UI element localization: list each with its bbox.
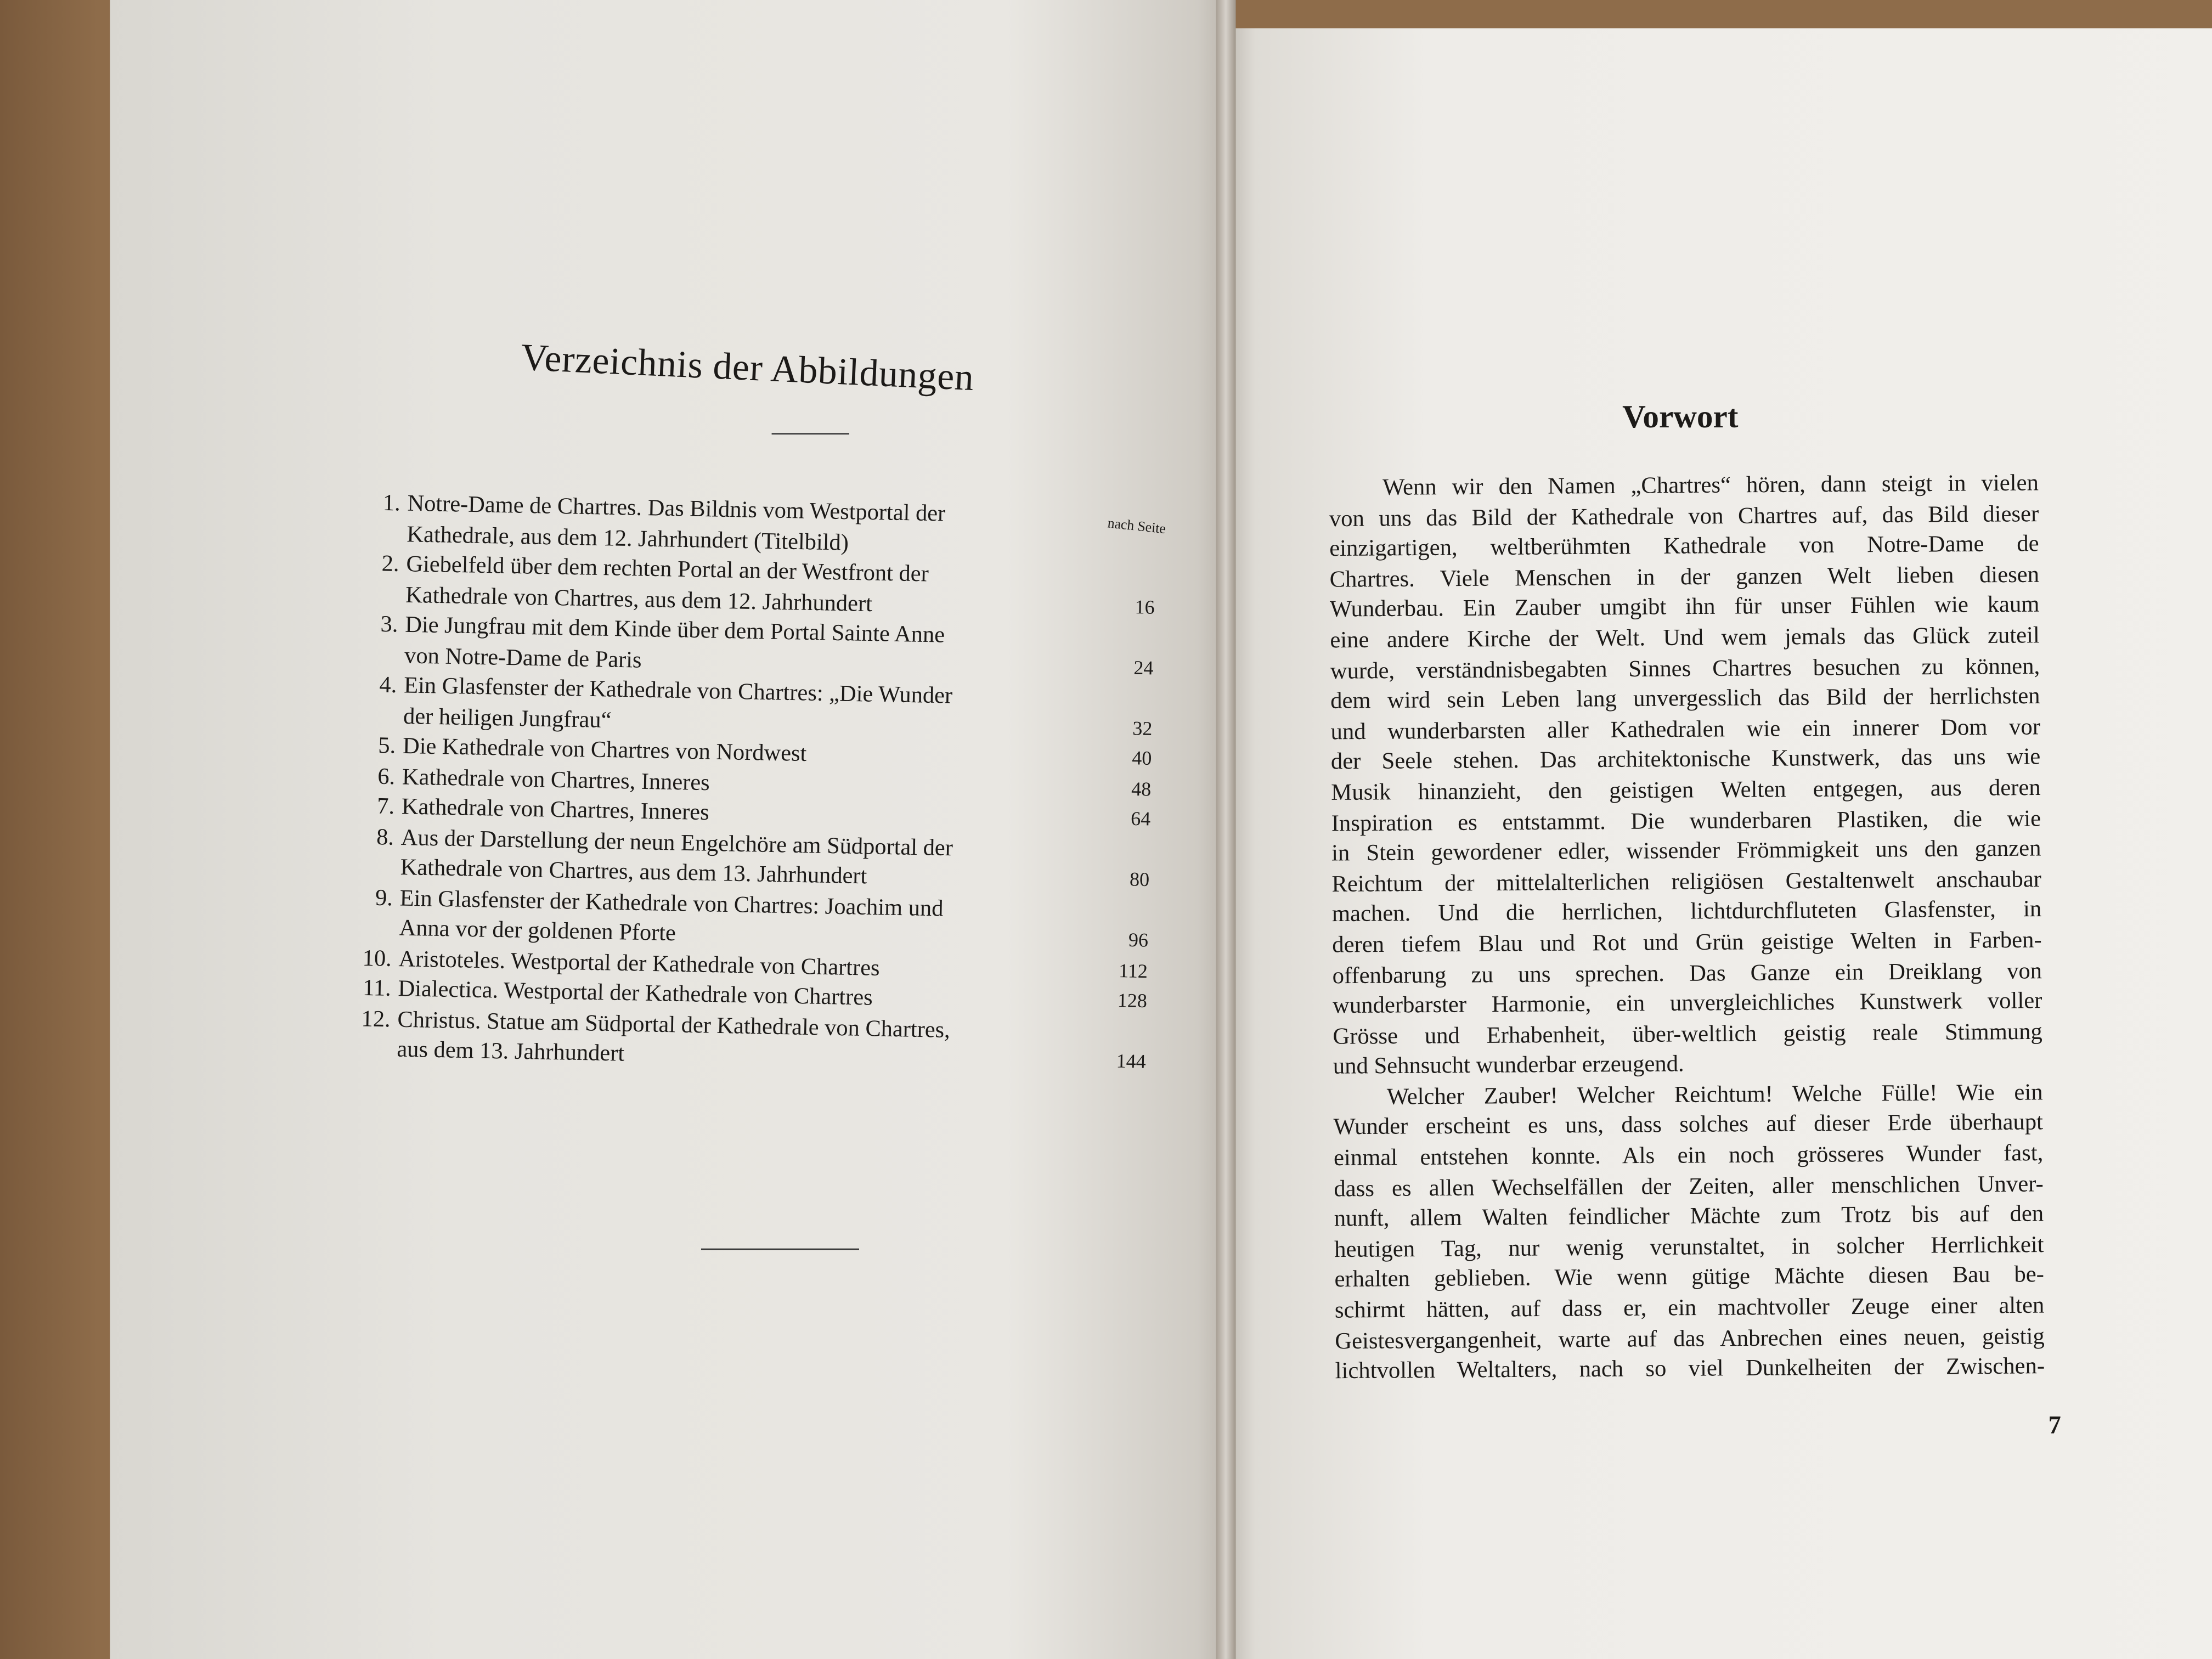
text-line: Wunderbau. Ein Zauber umgibt ihn für unser Fühlen wie kaum [1329,591,2040,623]
entry-page: 48 [1131,779,1152,801]
text-line: Geistesvergangenheit, warte auf das Anbrechen eines neuen, geistig [1335,1322,2045,1354]
page-title: Verzeichnis der Abbildungen [520,335,975,399]
entry-text: Kathedrale von Chartres, Inneres [401,792,710,826]
text-line: Musik hinanzieht, den geistigen Welten entgegen, aus deren [1331,774,2041,806]
entry-text: Kathedrale von Chartres, aus dem 13. Jahrhundert [400,853,867,889]
text-line: einmal entstehen konnte. Als ein noch grösseres Wunder fast, [1333,1139,2044,1171]
entry-number: 1. [382,489,401,516]
entry-text: Dialectica. Westportal der Kathedrale von Chartres [398,974,873,1011]
text-line: lichtvollen Weltalters, nach so viel Dunkelheiten der Zwischen- [1335,1352,2045,1385]
entry-number: 9. [375,883,393,911]
illustrations-list [328,487,1185,1079]
entry-text: Giebelfeld über dem rechten Portal an der Westfront der [406,550,929,587]
text-line: einzigartigen, weltberühmten Kathedrale von Notre-Dame de [1329,530,2039,562]
text-line: Wenn wir den Namen „Chartres“ hören, dann steigt in vielen [1382,469,2039,501]
entry-text: aus dem 13. Jahrhundert [397,1035,625,1066]
text-line: Welcher Zauber! Welcher Reichtum! Welche Fülle! Wie ein [1386,1078,2043,1110]
entry-text: Die Kathedrale von Chartres von Nordwest [402,732,807,767]
text-line: von uns das Bild der Kathedrale von Chartres auf, das Bild dieser [1329,499,2039,532]
text-line: nunft, allem Walten feindlicher Mächte zum Trotz bis auf den [1334,1200,2044,1232]
text-line: der Seele stehen. Das architektonische Kunstwerk, das uns wie [1330,743,2041,775]
foreword-text [1329,467,2045,1386]
entry-number: 3. [380,610,398,637]
text-line: Inspiration es entstammt. Die wunderbaren Plastiken, die wie [1331,804,2041,836]
entry-page: 40 [1131,748,1152,771]
entry-page: 32 [1132,718,1153,740]
text-line: Reichtum der mittelalterlichen religiösen Gestaltenwelt anschaubar [1331,865,2042,897]
entry-text: Aus der Darstellung der neun Engelchöre am Südportal der [400,823,953,861]
entry-page: 16 [1135,597,1155,619]
text-line: heutigen Tag, nur wenig verunstaltet, in solcher Herrlichkeit [1334,1231,2044,1262]
entry-text: Kathedrale von Chartres, Inneres [402,762,710,795]
column-header: nach Seite [1107,516,1167,538]
entry-page: 96 [1128,930,1149,952]
text-line: Grösse und Erhabenheit, über-weltlich geistig reale Stimmung [1333,1017,2042,1049]
entry-number: 5. [377,731,396,759]
entry-page: 80 [1129,870,1150,892]
entry-text: Notre-Dame de Chartres. Das Bildnis vom Westportal der [407,489,946,527]
text-line: erhalten geblieben. Wie wenn gütige Mächte diesen Bau be- [1334,1261,2045,1293]
entry-text: von Notre-Dame de Paris [404,641,642,673]
entry-page: 64 [1130,809,1151,831]
entry-page: 144 [1116,1052,1147,1074]
entry-text: Anna vor der goldenen Pforte [399,913,676,946]
entry-number: 8. [376,822,394,850]
entry-text: Christus. Statue am Südportal der Kathedrale von Chartres, [397,1005,951,1042]
title-divider [772,433,849,435]
entry-page: 112 [1118,961,1148,983]
show-through-text [1326,254,1331,284]
entry-number: 10. [362,943,392,971]
bottom-divider [701,1249,859,1250]
entry-number: 4. [379,670,397,698]
text-line: deren tiefem Blau und Rot und Grün geistige Welten in Farben- [1332,926,2042,958]
text-line: schirmt hätten, auf dass er, ein machtvoller Zeuge einer alten [1334,1291,2045,1324]
entry-page: 24 [1133,658,1154,680]
text-line: und wunderbarsten aller Kathedralen wie ein innerer Dom vor [1330,713,2041,745]
entry-text: Ein Glasfenster der Kathedrale von Chartres: Joachim und [399,883,944,921]
entry-text: Aristoteles. Westportal der Kathedrale von Chartres [398,944,881,980]
entry-number: 11. [362,974,392,1002]
text-line: eine andere Kirche der Welt. Und wem jemals das Glück zuteil [1330,621,2040,653]
text-line: und Sehnsucht wunderbar erzeugend. [1333,1050,1684,1080]
entry-number: 2. [381,549,400,577]
entry-number: 7. [376,792,395,820]
section-heading: Vorwort [1622,399,1739,435]
book-gutter [1216,0,1236,1659]
text-line: dem wird sein Leben lang unvergesslich das Bild der herrlichsten [1330,682,2040,714]
entry-text: der heiligen Jungfrau“ [403,702,612,733]
entry-text: Kathedrale von Chartres, aus dem 12. Jahrhundert [405,580,873,617]
entry-text: Ein Glasfenster der Kathedrale von Chartres: „Die Wunder [403,671,953,709]
text-line: Wunder erscheint es uns, dass solches auf dieser Erde überhaupt [1333,1108,2044,1141]
entry-number: 6. [377,761,396,789]
text-line: dass es allen Wechselfällen der Zeiten, aller menschlichen Unver- [1334,1170,2044,1201]
entry-text: Kathedrale, aus dem 12. Jahrhundert (Titelbild) [407,520,849,555]
entry-text: Die Jungfrau mit dem Kinde über dem Portal Sainte Anne [404,611,945,648]
page-number: 7 [2048,1410,2061,1439]
text-line: machen. Und die herrlichen, lichtdurchfluteten Glasfenster, in [1331,895,2042,928]
entry-number: 12. [361,1004,391,1032]
text-line: offenbarung zu uns sprechen. Das Ganze ein Dreiklang von [1332,956,2042,989]
text-line: in Stein gewordener edler, wissender Frömmigkeit uns den ganzen [1331,834,2041,867]
text-line: Chartres. Viele Menschen in der ganzen Welt lieben diesen [1329,560,2040,592]
entry-page: 128 [1117,991,1148,1013]
text-line: wunderbarster Harmonie, ein unvergleichliches Kunstwerk voller [1332,986,2042,1019]
text-line: wurde, verständnisbegabten Sinnes Chartres besuchen zu können, [1330,652,2040,684]
